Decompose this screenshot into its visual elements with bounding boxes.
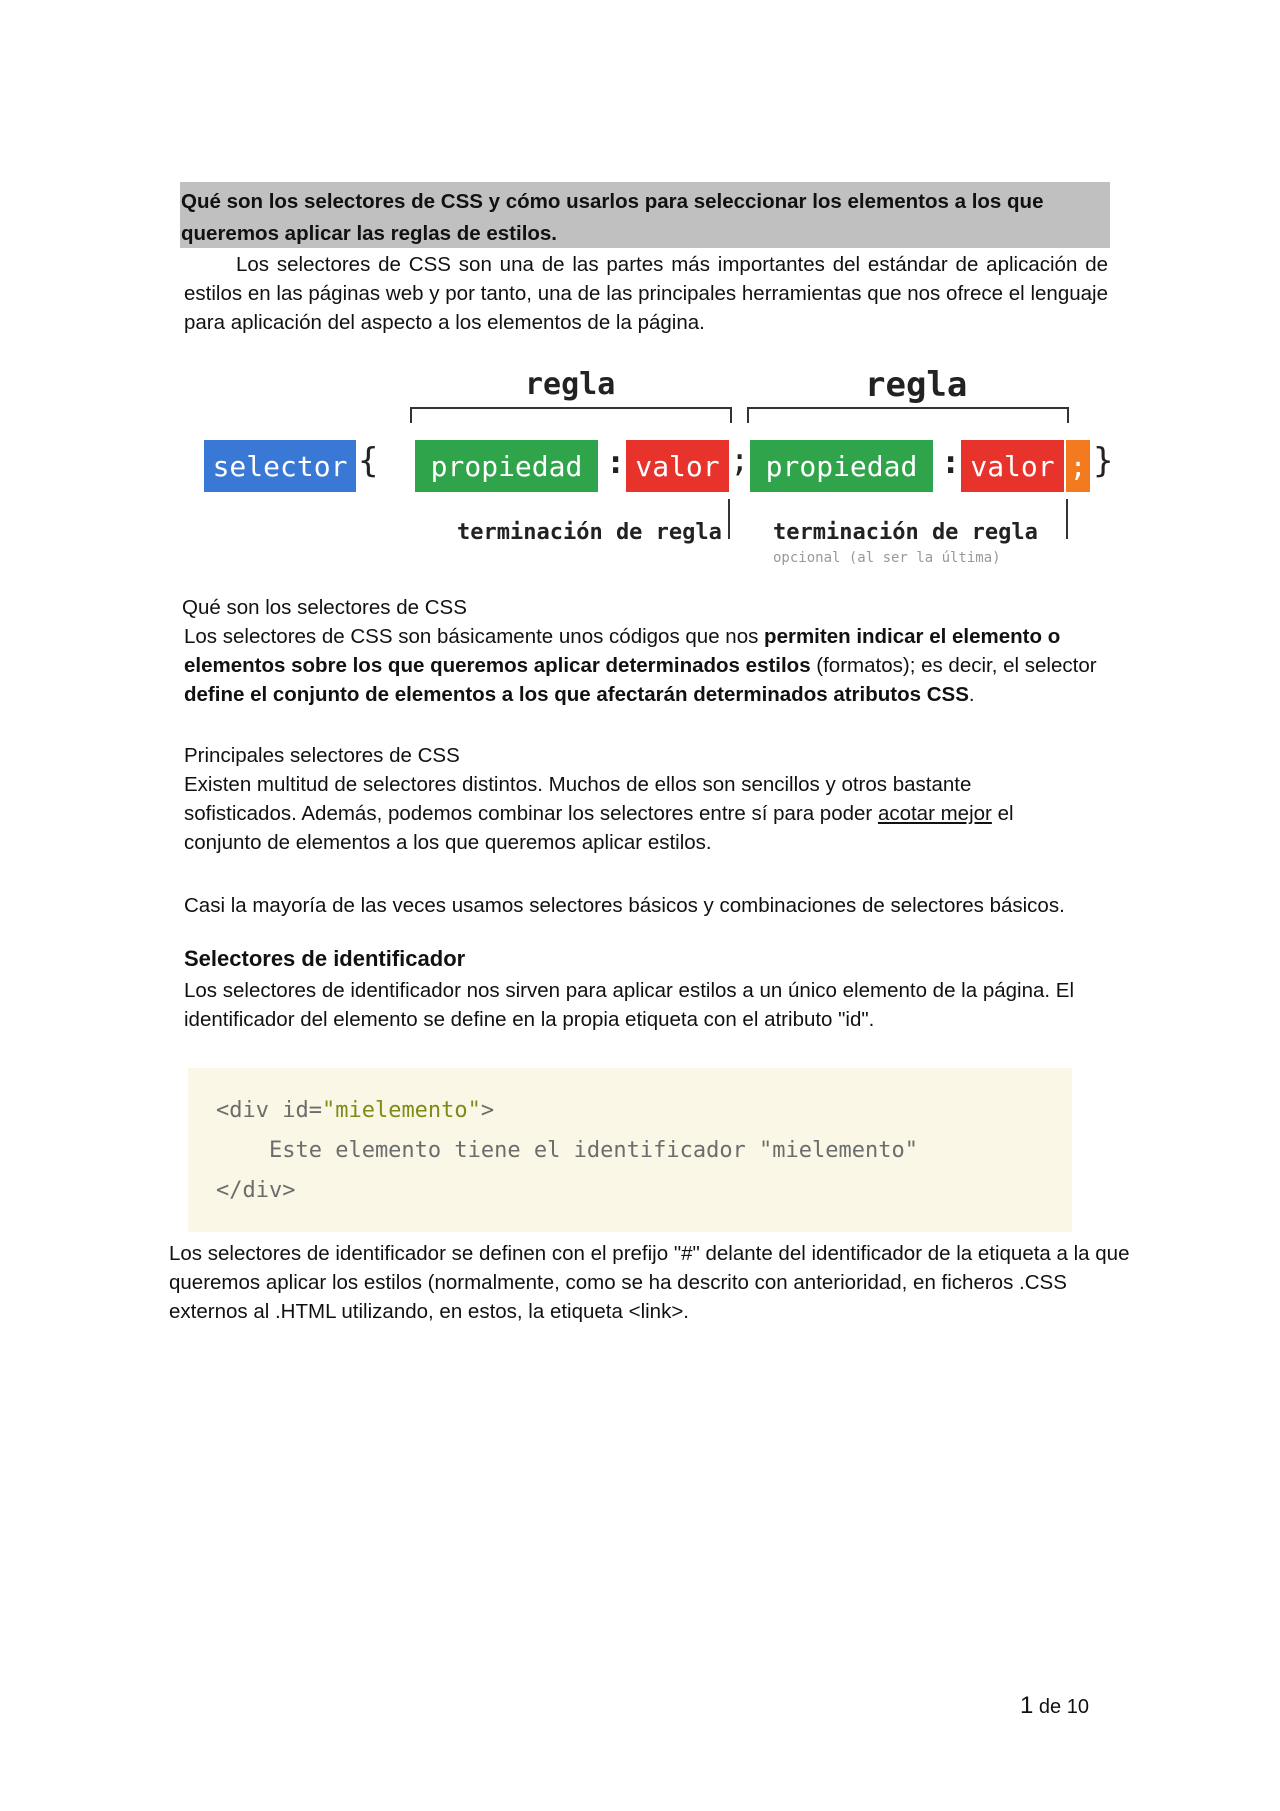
css-rule-diagram	[200, 365, 1120, 585]
code-line-3: </div>	[216, 1178, 296, 1203]
section3-paragraph-2: Los selectores de identificador se definen con el prefijo "#" delante del identificador de la etiqueta a la que queremos aplicar los estilos (normalmente, como se ha descrito con anterioridad, en ficheros .CSS externos al .HTML utilizando, en estos, la etiqueta <link>.	[169, 1242, 1130, 1323]
code-line-2: Este elemento tiene el identificador "mielemento"	[216, 1138, 918, 1163]
semicolon-1: ;	[730, 441, 750, 479]
rule-bracket-2	[747, 407, 1069, 423]
close-brace: }	[1093, 441, 1114, 481]
intro-paragraph: Los selectores de CSS son una de las partes más importantes del estándar de aplicación de estilos en las páginas web y por tanto, una de las principales herramientas que nos ofrece el lenguaje para aplicación del aspecto a los elementos de la página.	[184, 253, 1108, 334]
section1-paragraph: Los selectores de CSS son básicamente unos códigos que nos permiten indicar el elemento o elementos sobre los que queremos aplicar determinados estilos (formatos); es decir, el selector define el conjunto de elementos a los que afectarán determinados atributos CSS.	[184, 625, 1097, 706]
property-token-2: propiedad	[750, 440, 933, 492]
section2-paragraph-2: Casi la mayoría de las veces usamos selectores básicos y combinaciones de selectores básicos.	[184, 894, 1065, 917]
section-heading-main-selectors: Principales selectores de CSS	[184, 744, 460, 767]
section2-paragraph: Existen multitud de selectores distintos. Muchos de ellos son sencillos y otros bastante sofisticados. Además, podemos combinar los selectores entre sí para poder acotar mejor el conjunto de elementos a los que queremos aplicar estilos.	[184, 773, 1014, 854]
property-token-1: propiedad	[415, 440, 598, 492]
termination-marker-1	[728, 499, 730, 539]
rule-label-2: regla	[865, 365, 968, 405]
code-example	[188, 1068, 1072, 1232]
acotar-mejor-link[interactable]: acotar mejor	[877, 802, 992, 825]
section-heading-id-selectors: Selectores de identificador	[184, 946, 466, 971]
open-brace: {	[358, 441, 379, 481]
colon-2: :	[941, 443, 961, 481]
termination-label-1: terminación de regla	[457, 520, 722, 545]
colon-1: :	[606, 443, 626, 481]
value-token-1: valor	[626, 440, 729, 492]
rule-bracket-1	[410, 407, 732, 423]
section3-paragraph: Los selectores de identificador nos sirven para aplicar estilos a un único elemento de la página. El identificador del elemento se define en la propia etiqueta con el atributo "id".	[184, 979, 1074, 1031]
section-heading-what-are-selectors: Qué son los selectores de CSS	[182, 596, 467, 619]
page-number: 1 de 10	[1020, 1692, 1089, 1719]
value-token-2: valor	[961, 440, 1064, 492]
page-title: Qué son los selectores de CSS y cómo usarlos para seleccionar los elementos a los que queremos aplicar las reglas de estilos.	[181, 190, 1044, 245]
termination-marker-2	[1066, 499, 1068, 539]
optional-note: opcional (al ser la última)	[773, 550, 1001, 566]
selector-token: selector	[204, 440, 356, 492]
rule-label-1: regla	[525, 367, 616, 402]
code-line-1: <div id="mielemento">	[216, 1098, 495, 1123]
optional-semicolon-token: ;	[1066, 440, 1090, 492]
termination-label-2: terminación de regla	[773, 520, 1038, 545]
